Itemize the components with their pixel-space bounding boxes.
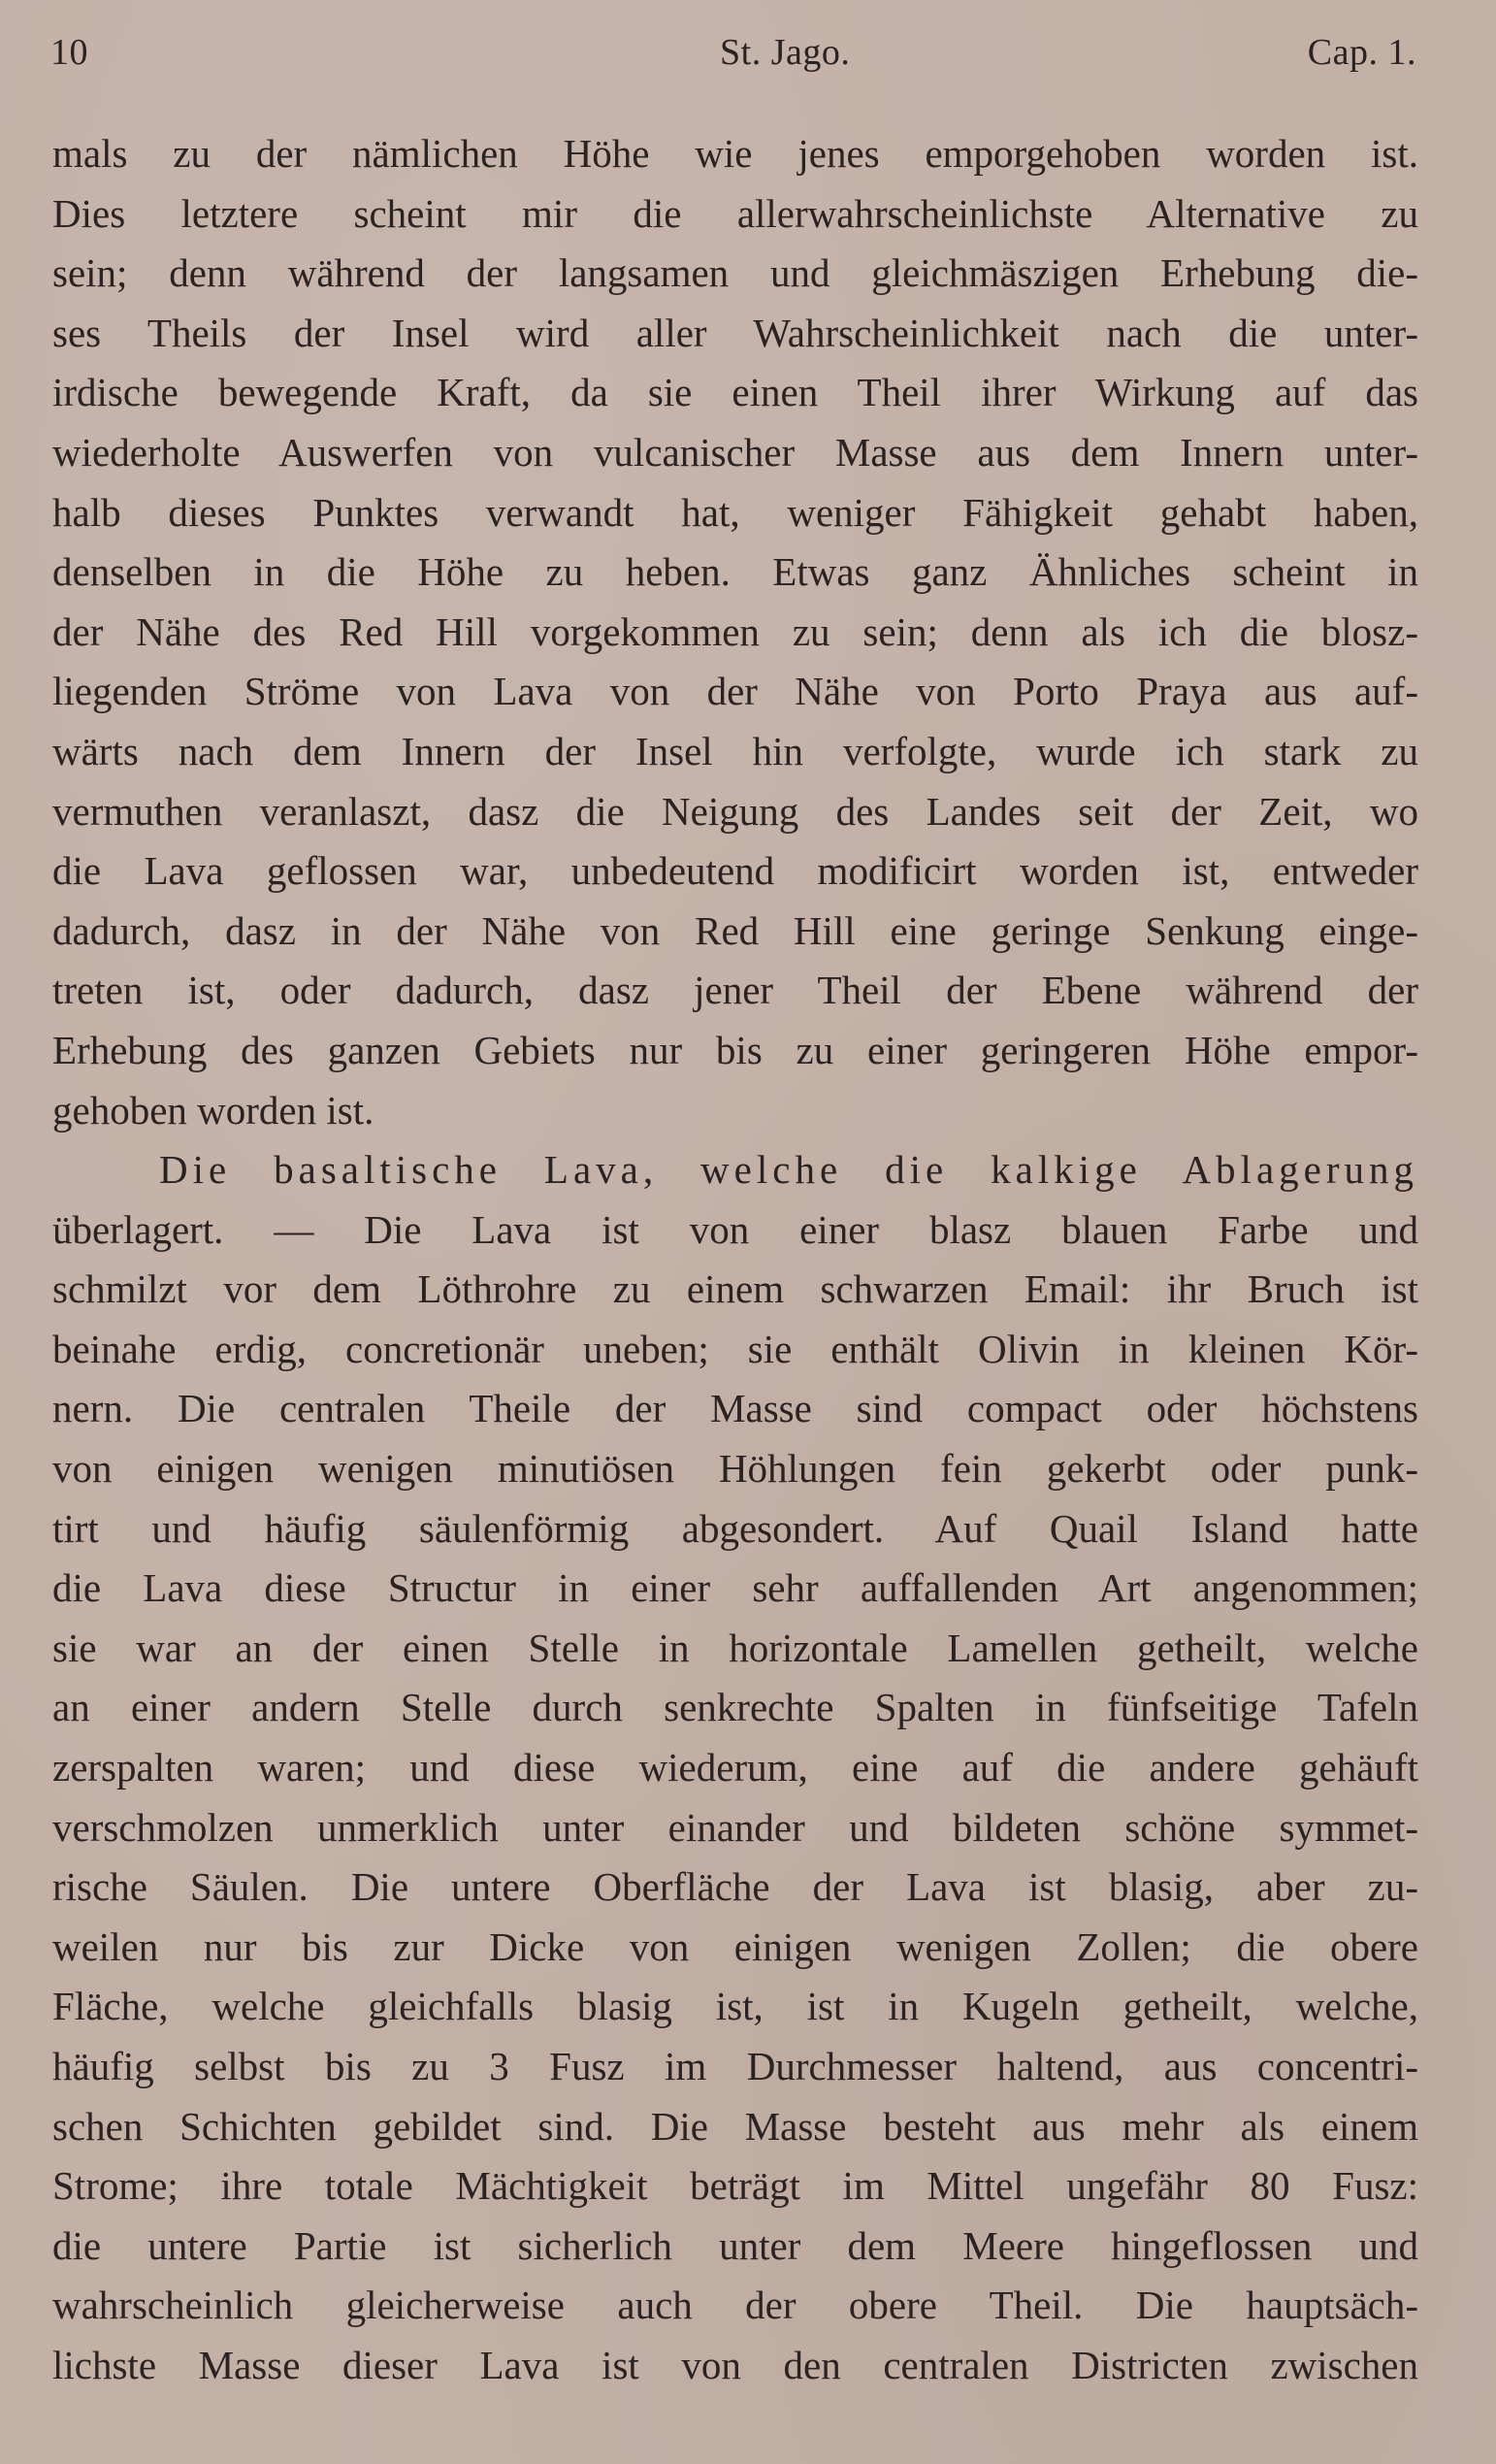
text-line: wärts nach dem Innern der Insel hin verfolgte, wurde ich stark zu [52, 728, 1418, 773]
running-head [50, 25, 1416, 80]
text-line: die Lava diese Structur in einer sehr auffallenden Art angenommen; [52, 1565, 1418, 1611]
text-line: schen Schichten gebildet sind. Die Masse besteht aus mehr als einem [52, 2103, 1418, 2149]
text-line: mals zu der nämlichen Höhe wie jenes emporgehoben worden ist. [52, 131, 1418, 176]
text-line: Strome; ihre totale Mächtigkeit beträgt im Mittel ungefähr 80 Fusz: [52, 2163, 1418, 2209]
text-line: treten ist, oder dadurch, dasz jener Theil der Ebene während der [52, 968, 1418, 1013]
text-line: von einigen wenigen minutiösen Höhlungen fein gekerbt oder punk- [52, 1446, 1418, 1492]
text-line: der Nähe des Red Hill vorgekommen zu sein; denn als ich die blosz- [52, 608, 1418, 654]
text-line: verschmolzen unmerklich unter einander und bildeten schöne symmet- [52, 1804, 1418, 1850]
text-line: die Lava geflossen war, unbedeutend modificirt worden ist, entweder [52, 848, 1418, 894]
text-line: an einer andern Stelle durch senkrechte Spalten in fünfseitige Tafeln [52, 1685, 1418, 1730]
text-line: gehoben worden ist. [52, 1087, 374, 1133]
text-line: schmilzt vor dem Löthrohre zu einem schwarzen Email: ihr Bruch ist [52, 1266, 1418, 1312]
text-line: dadurch, dasz in der Nähe von Red Hill eine geringe Senkung einge- [52, 907, 1418, 953]
text-line: liegenden Ströme von Lava von der Nähe von Porto Praya aus auf- [52, 669, 1418, 714]
text-line: beinahe erdig, concretionär uneben; sie enthält Olivin in kleinen Kör- [52, 1326, 1418, 1371]
text-line: zerspalten waren; und diese wiederum, eine auf die andere gehäuft [52, 1745, 1418, 1791]
text-line: Fläche, welche gleichfalls blasig ist, ist in Kugeln getheilt, welche, [52, 1984, 1418, 2029]
text-line: rische Säulen. Die untere Oberfläche der Lava ist blasig, aber zu- [52, 1864, 1418, 1910]
text-line: irdische bewegende Kraft, da sie einen Theil ihrer Wirkung auf das [52, 370, 1418, 415]
text-line: halb dieses Punktes verwandt hat, weniger Fähigkeit gehabt haben, [52, 489, 1418, 535]
text-line: weilen nur bis zur Dicke von einigen wenigen Zollen; die obere [52, 1923, 1418, 1969]
body-text [52, 124, 1418, 2396]
text-line: vermuthen veranlaszt, dasz die Neigung des Landes seit der Zeit, wo [52, 788, 1418, 834]
section-heading-line: Die basaltische Lava, welche die kalkige Ablagerung [159, 1147, 1418, 1193]
text-line: Dies letztere scheint mir die allerwahrscheinlichste Alternative zu [52, 190, 1418, 236]
chapter-label: Cap. 1. [1307, 32, 1416, 73]
text-line: lichste Masse dieser Lava ist von den centralen Districten zwischen [52, 2342, 1418, 2387]
page-number: 10 [50, 32, 88, 73]
text-line: wahrscheinlich gleicherweise auch der obere Theil. Die hauptsäch- [52, 2283, 1418, 2328]
text-line: sie war an der einen Stelle in horizontale Lamellen getheilt, welche [52, 1625, 1418, 1670]
running-title: St. Jago. [720, 32, 851, 73]
text-line: denselben in die Höhe zu heben. Etwas ganz Ähnliches scheint in [52, 549, 1418, 595]
text-line: nern. Die centralen Theile der Masse sind compact oder höchstens [52, 1386, 1418, 1431]
text-line: tirt und häufig säulenförmig abgesondert. Auf Quail Island hatte [52, 1505, 1418, 1551]
text-line: sein; denn während der langsamen und gleichmäszigen Erhebung die- [52, 250, 1418, 296]
text-line: ses Theils der Insel wird aller Wahrscheinlichkeit nach die unter- [52, 310, 1418, 355]
text-line: wiederholte Auswerfen von vulcanischer Masse aus dem Innern unter- [52, 429, 1418, 475]
text-line: häufig selbst bis zu 3 Fusz im Durchmesser haltend, aus concentri- [52, 2044, 1418, 2088]
text-line: Erhebung des ganzen Gebiets nur bis zu einer geringeren Höhe empor- [52, 1027, 1418, 1072]
text-line: überlagert. — Die Lava ist von einer blasz blauen Farbe und [52, 1206, 1418, 1252]
text-line: die untere Partie ist sicherlich unter dem Meere hingeflossen und [52, 2222, 1418, 2268]
